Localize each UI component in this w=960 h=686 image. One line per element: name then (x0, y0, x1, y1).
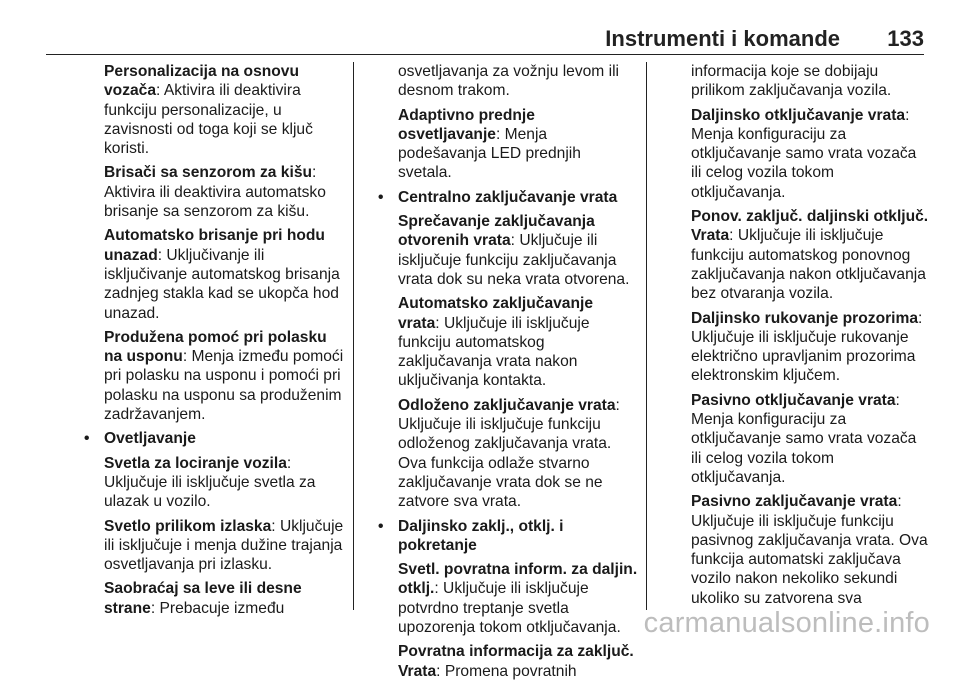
entry-term: Produžena pomoć pri polasku na usponu (104, 328, 327, 366)
entry-description: : Uključuje ili isključuje funkciju automatskog zaključavanja vrata nakon uključivanja kontakta. (398, 314, 590, 390)
column-divider (646, 62, 647, 610)
section-bullet: • Ovetljavanje (104, 429, 344, 448)
entry-description: : Aktivira ili deaktivira automatsko brisanje sa senzorom za kišu. (104, 164, 326, 221)
definition-entry (398, 642, 638, 681)
definition-entry (104, 517, 344, 575)
entry-term: Adaptivno prednje osvetljavanje (398, 106, 535, 143)
entry-term: Odloženo zaključavanje vrata (398, 396, 616, 414)
entry-term: Saobraćaj sa leve ili desne strane (104, 580, 302, 617)
entry-term: Svetlo prilikom izlaska (104, 517, 272, 535)
entry-description: : Uključuje ili isključuje funkciju pasivnog zaključavanja vrata. Ova funkcija automatski zaključava vozilo nakon nekoliko sekundi ukoliko su zatvorena sva (691, 493, 928, 607)
page-header (0, 0, 960, 60)
entry-description: : Uključivanje ili isključivanje automatskog brisanja zadnjeg stakla kad se ukopča hod unazad. (104, 246, 340, 322)
entry-description: : Menja podešavanja LED prednjih svetala. (398, 125, 581, 182)
column-2 (398, 62, 638, 686)
column-3 (691, 62, 931, 613)
paragraph-text: osvetljavanja za vožnju levom ili desnom trakom. (398, 63, 620, 100)
header-rule (46, 54, 924, 55)
watermark: carmanualsonline.info (643, 607, 930, 639)
definition-entry (691, 106, 931, 202)
entry-description: : Uključuje ili isključuje funkciju odloženog zaključavanja vrata. Ova funkcija odlaže stvarno zaključavanje vrata dok se ne zatvore sva vrata. (398, 396, 620, 511)
entry-term: Svetla za lociranje vozila (104, 454, 287, 472)
entry-description: : Menja konfiguraciju za otključavanje samo vrata vozača ili celog vozila tokom otključavanja. (691, 391, 917, 486)
entry-description: : Aktivira ili deaktivira funkciju personalizacije, u zavisnosti od toga koji se ključ koristi. (104, 82, 313, 158)
entry-term: Pasivno zaključavanje vrata (691, 493, 898, 511)
definition-entry (104, 62, 344, 158)
definition-entry (104, 579, 344, 618)
definition-entry (398, 106, 638, 183)
column-1 (104, 62, 344, 623)
definition-entry (398, 560, 638, 637)
entry-term: Automatsko zaključavanje vrata (398, 295, 593, 332)
entry-description: : Menja između pomoći pri polasku na usponu i pomoći pri polasku na usponu sa produženim zadržavanjem. (104, 348, 344, 424)
entry-description: : Uključuje ili isključuje funkciju zaključavanja vrata dok su neka vrata otvorena. (398, 232, 630, 288)
page-number: 133 (887, 26, 924, 51)
definition-entry (398, 396, 638, 512)
definition-entry (691, 309, 931, 386)
paragraph-text: informacija koje se dobijaju prilikom zaključavanja vozila. (691, 63, 892, 100)
definition-entry (691, 207, 931, 303)
definition-entry (104, 163, 344, 221)
entry-term: Ponov. zaključ. daljinski otključ. Vrata (691, 208, 929, 245)
definition-entry (398, 212, 638, 289)
entry-description: : Prebacuje između (150, 599, 285, 617)
definition-entry (398, 294, 638, 390)
definition-entry (691, 492, 931, 608)
entry-term: Brisači sa senzorom za kišu (104, 164, 313, 182)
entry-description: : Uključuje ili isključuje rukovanje električno upravljanim prozorima elektronskim ključem. (691, 309, 923, 385)
definition-entry (691, 391, 931, 487)
section-bullet: • Centralno zaključavanje vrata (398, 188, 638, 207)
entry-term: Povratna informacija za zaključ. Vrata (398, 643, 634, 680)
running-title: Instrumenti i komande (605, 26, 840, 51)
entry-term: Personalizacija na osnovu vozača (104, 63, 299, 100)
entry-term: Svetl. povratna inform. za daljin. otklj. (398, 561, 638, 598)
column-divider (353, 62, 354, 610)
definition-entry (104, 328, 344, 424)
entry-term: Daljinsko rukovanje prozorima (691, 309, 919, 327)
entry-term: Pasivno otključavanje vrata (691, 391, 896, 409)
definition-entry (104, 226, 344, 322)
entry-description: : Uključuje ili isključuje i menja dužine trajanja osvetljavanja pri izlasku. (104, 517, 344, 574)
entry-term: Daljinsko otključavanje vrata (691, 106, 906, 124)
entry-term: Sprečavanje zaključavanja otvorenih vrata (398, 213, 595, 250)
section-bullet: • Daljinsko zaklj., otklj. i pokretanje (398, 517, 638, 556)
entry-description: : Promena povratnih (436, 662, 577, 680)
entry-description: : Uključuje ili isključuje funkciju automatskog ponovnog zaključavanja nakon otključavanja bez otvaranja vozila. (691, 227, 926, 303)
entry-description: : Menja konfiguraciju za otključavanje samo vrata vozača ili celog vozila tokom otključavanja. (691, 106, 917, 201)
entry-term: Automatsko brisanje pri hodu unazad (104, 227, 325, 264)
definition-entry (104, 454, 344, 512)
entry-description: : Uključuje ili isključuje svetla za ulazak u vozilo. (104, 454, 316, 511)
entry-description: : Uključuje ili isključuje potvrdno treptanje svetla upozorenja tokom otključavanja. (398, 580, 621, 637)
